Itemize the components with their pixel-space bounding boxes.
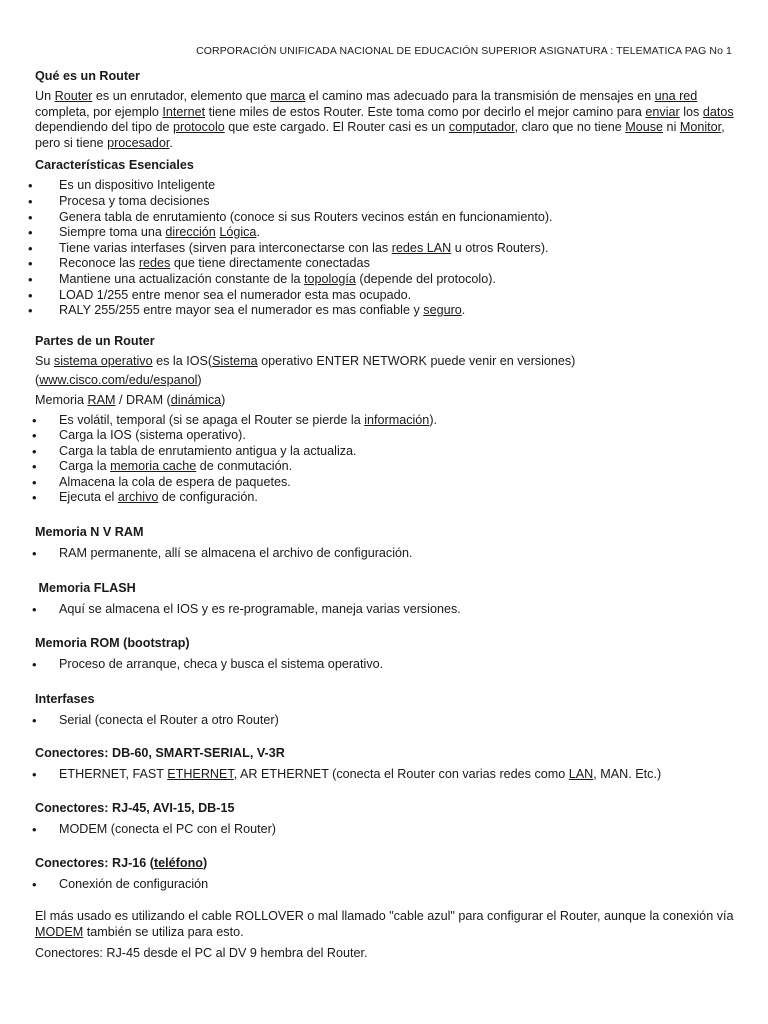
list-item (35, 459, 735, 475)
text-segment: también se utiliza para esto. (83, 924, 244, 939)
list-item (35, 178, 735, 194)
text-segment: , AR ETHERNET (conecta el Router con varias redes como (233, 767, 569, 782)
list-item (35, 413, 735, 429)
text-segment: dependiendo del tipo de (35, 120, 173, 135)
list-item (35, 194, 735, 210)
list-item (35, 767, 735, 783)
text-segment: completa, por ejemplo (35, 104, 163, 119)
underlined-term: dirección (165, 225, 216, 240)
underlined-term: teléfono (153, 855, 203, 870)
underlined-term: Internet (162, 104, 206, 119)
text-segment: Es volátil, temporal (si se apaga el Router se pierde la (59, 412, 365, 427)
text-segment: , pero si tiene (35, 120, 725, 150)
text-segment: Un (35, 89, 55, 103)
paragraph-sistema-operativo (35, 354, 735, 370)
text-segment: Carga la (59, 459, 111, 474)
text-segment: Carga la tabla de enrutamiento antigua y la actualiza. (59, 443, 357, 458)
underlined-term: www.cisco.com/edu/espanol (39, 373, 198, 388)
list-item (35, 546, 735, 562)
text-segment: . (461, 303, 466, 318)
text-segment: Procesa y toma decisiones (59, 193, 210, 208)
list-item (35, 241, 735, 257)
paragraph-conectores-final (35, 946, 735, 962)
list-item (35, 428, 735, 444)
text-segment: que este cargado. El Router casi es un (224, 120, 449, 135)
list-item (35, 256, 735, 272)
underlined-term: MODEM (35, 924, 84, 939)
text-segment: , MAN. Etc.) (593, 767, 662, 782)
underlined-term: una red (654, 89, 698, 103)
underlined-term: ETHERNET (167, 767, 234, 782)
text-segment: ) (197, 373, 202, 388)
underlined-term: Lógica (219, 225, 257, 240)
text-segment: Su (35, 353, 54, 368)
text-segment: El más usado es utilizando el cable ROLLOVER o mal llamado "cable azul" para configurar el Router, aunque la conexión vía (35, 909, 734, 924)
text-segment: de configuración. (158, 490, 258, 505)
text-segment: Serial (conecta el Router a otro Router) (59, 712, 279, 727)
text-segment: Proceso de arranque, checa y busca el sistema operativo. (59, 657, 384, 672)
list-item (35, 288, 735, 304)
list-item (35, 210, 735, 226)
text-segment: Conectores: RJ-16 ( (35, 855, 154, 870)
text-segment: operativo ENTER NETWORK puede venir en versiones) (257, 353, 576, 368)
list-rom (35, 657, 735, 673)
text-segment: que tiene directamente conectadas (170, 256, 370, 271)
underlined-term: dinámica (170, 392, 222, 407)
text-segment: Reconoce las (59, 256, 139, 271)
text-segment: Es un dispositivo Inteligente (59, 178, 216, 193)
text-segment: Ejecuta el (59, 490, 118, 505)
section-title-caracteristicas: Características Esenciales (35, 158, 194, 173)
underlined-term: RAM (87, 392, 116, 407)
list-memoria-ram (35, 413, 735, 507)
list-conectores-rj45 (35, 822, 735, 838)
text-segment: LOAD 1/255 entre menor sea el numerador esta mas ocupado. (59, 287, 412, 302)
list-interfases (35, 713, 735, 729)
underlined-term: Monitor (679, 120, 722, 135)
list-item (35, 713, 735, 729)
list-item (35, 602, 735, 618)
text-segment: Almacena la cola de espera de paquetes. (59, 474, 291, 489)
underlined-term: Router (54, 89, 93, 103)
text-segment: Conexión de configuración (59, 876, 209, 891)
text-segment: Siempre toma una (59, 225, 166, 240)
underlined-term: topología (304, 271, 356, 286)
text-segment: / DRAM ( (115, 392, 171, 407)
list-item (35, 475, 735, 491)
text-segment: RAM permanente, allí se almacena el archivo de configuración. (59, 546, 413, 561)
list-conectores-db60 (35, 767, 735, 783)
text-segment: u otros Routers). (451, 240, 549, 255)
underlined-term: Sistema (212, 353, 258, 368)
text-segment: Genera tabla de enrutamiento (conoce si sus Routers vecinos están en funcionamiento). (59, 209, 553, 224)
paragraph-cisco-link (35, 373, 735, 389)
list-item (35, 657, 735, 673)
document-body (35, 68, 735, 962)
underlined-term: procesador (107, 135, 170, 150)
text-segment: Conectores: RJ-45 desde el PC al DV 9 hembra del Router. (35, 946, 368, 961)
underlined-term: redes LAN (391, 240, 452, 255)
list-item (35, 444, 735, 460)
underlined-term: información (364, 412, 430, 427)
list-conectores-rj16 (35, 877, 735, 893)
text-segment: Mantiene una actualización constante de la (59, 271, 305, 286)
text-segment: ) (202, 855, 208, 870)
underlined-term: LAN (568, 767, 594, 782)
text-segment: , claro que no tiene (514, 120, 626, 135)
text-segment: es la IOS( (152, 353, 213, 368)
underlined-term: marca (270, 89, 306, 103)
paragraph-rollover (35, 909, 735, 940)
section-title-conectores-db60: Conectores: DB-60, SMART-SERIAL, V-3R (35, 746, 285, 761)
text-segment: el camino mas adecuado para la transmisión de mensajes en (305, 89, 655, 103)
list-nvram (35, 546, 735, 562)
section-title-conectores-rj16 (35, 855, 735, 871)
list-item (35, 490, 735, 506)
section-title-rom: Memoria ROM (bootstrap) (35, 636, 190, 651)
section-title-partes-router: Partes de un Router (35, 333, 155, 348)
text-segment: Carga la IOS (sistema operativo). (59, 428, 246, 443)
list-item (35, 272, 735, 288)
text-segment: Aquí se almacena el IOS y es re-programable, maneja varias versiones. (59, 601, 461, 616)
text-segment: ). (429, 412, 438, 427)
text-segment: MODEM (conecta el PC con el Router) (59, 822, 276, 837)
underlined-term: sistema operativo (53, 353, 153, 368)
text-segment: ni (663, 120, 680, 135)
text-segment: ( (35, 373, 40, 388)
text-segment: los (679, 104, 703, 119)
underlined-term: protocolo (172, 120, 225, 135)
list-flash (35, 602, 735, 618)
text-segment: (depende del protocolo). (355, 271, 496, 286)
list-item (35, 225, 735, 241)
underlined-term: seguro (423, 303, 462, 318)
text-segment: ) (221, 392, 226, 407)
section-title-flash: Memoria FLASH (35, 580, 136, 595)
underlined-term: redes (138, 256, 171, 271)
underlined-term: datos (702, 104, 734, 119)
underlined-term: Mouse (625, 120, 664, 135)
list-item (35, 822, 735, 838)
text-segment: es un enrutador, elemento que (92, 89, 271, 103)
text-segment: . (256, 225, 260, 240)
paragraph-router-definition (35, 89, 735, 151)
text-segment: Memoria (35, 392, 88, 407)
text-segment: ETHERNET, FAST (59, 767, 168, 782)
list-item (35, 877, 735, 893)
underlined-term: computador (448, 120, 515, 135)
text-segment: Tiene varias interfases (sirven para interconectarse con las (59, 240, 392, 255)
section-title-que-es-router: Qué es un Router (35, 69, 140, 83)
text-segment: . (169, 135, 173, 150)
text-segment: de conmutación. (196, 459, 293, 474)
list-item (35, 303, 735, 319)
underlined-term: archivo (117, 490, 159, 505)
section-title-nvram: Memoria N V RAM (35, 525, 144, 540)
paragraph-memoria-ram (35, 393, 735, 409)
text-segment: tiene miles de estos Router. Este toma como por decirlo el mejor camino para (205, 104, 646, 119)
section-title-conectores-rj45: Conectores: RJ-45, AVI-15, DB-15 (35, 801, 235, 816)
underlined-term: enviar (645, 104, 680, 119)
list-caracteristicas (35, 178, 735, 318)
text-segment: RALY 255/255 entre mayor sea el numerador es mas confiable y (59, 303, 424, 318)
section-title-interfases: Interfases (35, 691, 95, 706)
page-header: CORPORACIÓN UNIFICADA NACIONAL DE EDUCACIÓN SUPERIOR ASIGNATURA : TELEMATICA PAG No 1 (196, 45, 732, 57)
underlined-term: memoria cache (110, 459, 197, 474)
